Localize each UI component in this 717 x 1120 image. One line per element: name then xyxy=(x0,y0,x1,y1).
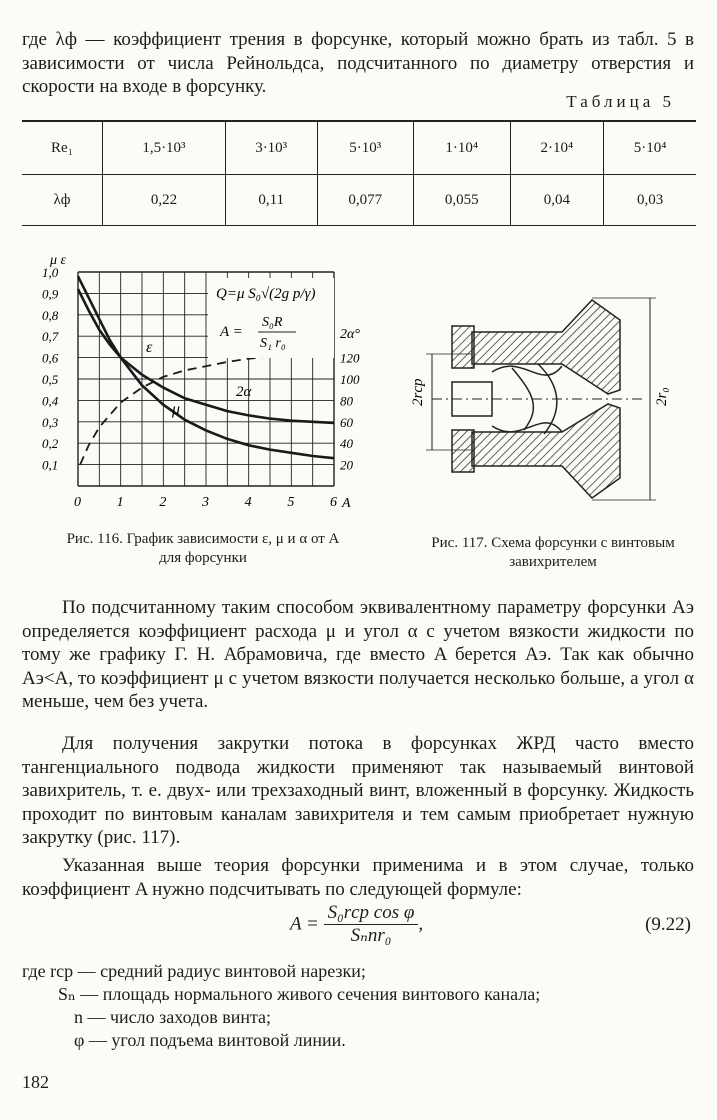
table-cell: 0,055 xyxy=(414,175,511,226)
y-tick-label-right: 60 xyxy=(340,414,353,430)
x-tick-label: 0 xyxy=(74,495,81,510)
y-tick-label-right: 100 xyxy=(340,372,360,387)
x-axis-label: A xyxy=(342,496,351,511)
table-cell: 5·10⁴ xyxy=(604,121,696,175)
table-cell: 0,22 xyxy=(103,175,226,226)
table-cell: 5·10³ xyxy=(317,121,414,175)
x-tick-label: 3 xyxy=(202,495,209,510)
legend-line: n — число заходов винта; xyxy=(74,1007,272,1027)
y-tick-label-left: 0,1 xyxy=(42,457,59,473)
formula-fraction xyxy=(324,902,419,947)
label-rcp: 2rср xyxy=(410,378,426,406)
table-row-lambda xyxy=(22,175,696,226)
injector-schematic xyxy=(412,282,692,512)
y-tick-label-left: 0,2 xyxy=(42,436,59,452)
formula-denominator: Sₙnr₀ xyxy=(350,925,392,946)
y-tick-label-left: 0,7 xyxy=(42,329,59,345)
legend-line: Sₙ — площадь нормального живого сечения винтового канала; xyxy=(58,984,541,1004)
y-axis-right-label: 2α° xyxy=(340,327,360,342)
paragraph-3: Указанная выше теория форсунки применима и в этом случае, только коэффициент A нужно подсчитывать по следующей формуле: xyxy=(22,855,694,900)
annotation-a-num: S₀R xyxy=(262,315,283,330)
x-tick-label: 6 xyxy=(330,495,337,510)
curve-label-eps: ε xyxy=(146,339,153,356)
intro-paragraph: где λф — коэффициент трения в форсунке, который можно брать из табл. 5 в зависимости от числа Рейнольдса, подсчитанного по диаметру отверстия и скорости на входе в форсунку. xyxy=(22,29,694,97)
label-r0: 2r₀ xyxy=(654,387,670,406)
flange-top xyxy=(452,326,474,368)
formula-numerator: S₀rср cos φ xyxy=(324,902,419,925)
table-cell: 1·10⁴ xyxy=(414,121,511,175)
housing-top xyxy=(472,300,620,394)
table-cell: 3·10³ xyxy=(225,121,317,175)
table-cell: 1,5·10³ xyxy=(103,121,226,175)
table-caption: Таблица 5 xyxy=(566,92,675,111)
table-row-re xyxy=(22,121,696,175)
y-tick-label-right: 20 xyxy=(340,457,353,473)
y-tick-label-right: 40 xyxy=(340,436,353,452)
y-tick-label-left: 1,0 xyxy=(42,265,59,280)
table-cell-re-label: Re₁ xyxy=(22,121,103,175)
table-cell: 0,03 xyxy=(604,175,696,226)
flange-bottom xyxy=(452,430,474,472)
table-cell: 0,11 xyxy=(225,175,317,226)
paragraph-1: По подсчитанному таким способом эквивалентному параметру форсунки Aэ определяется коэффициент расхода μ и угол α с учетом вязкости жидкости по тому же графику Г. Н. Абрамовича, где вместо A берется Aэ. Так как обычно Aэ<A, то коэффициент μ с учетом вязкости получается несколько больше, а угол α меньше, чем без учета. xyxy=(22,597,694,712)
fig116-caption: Рис. 116. График зависимости ε, μ и α от A для форсунки xyxy=(66,531,340,566)
x-tick-label: 2 xyxy=(159,495,167,510)
page-number: 182 xyxy=(22,1072,49,1092)
curve-label-2alpha: 2α xyxy=(236,384,252,400)
y-tick-label-left: 0,6 xyxy=(42,350,59,366)
table-cell: 2·10⁴ xyxy=(510,121,604,175)
fig117-caption: Рис. 117. Схема форсунки с винтовым завихрителем xyxy=(431,535,675,570)
chart-mu-eps-alpha xyxy=(40,250,370,515)
y-tick-label-left: 0,5 xyxy=(42,372,59,387)
legend-line: где rср — средний радиус винтовой нарезки; xyxy=(22,961,366,981)
table-5 xyxy=(22,120,696,226)
legend-line: φ — угол подъема винтовой линии. xyxy=(74,1030,346,1050)
y-tick-label-left: 0,4 xyxy=(42,393,59,409)
annotation-a-lhs: A = xyxy=(220,324,243,340)
formula-tail: , xyxy=(418,913,424,935)
y-tick-label-right: 120 xyxy=(340,350,360,366)
x-tick-label: 1 xyxy=(116,495,124,510)
formula-lhs: A = xyxy=(290,913,319,935)
formula-9-22 xyxy=(290,902,423,947)
y-tick-label-left: 0,9 xyxy=(42,286,59,302)
y-axis-left-label: μ ε xyxy=(50,253,67,268)
housing-bottom xyxy=(472,404,620,498)
table-cell: 0,077 xyxy=(317,175,414,226)
annotation-q: Q=μ S₀√(2g p/γ) xyxy=(216,286,316,302)
paragraph-2: Для получения закрутки потока в форсунках ЖРД часто вместо тангенциального подвода жидкости применяют так называемый винтовой завихритель, т. е. двух- или трехзаходный винт, вложенный в форсунку. Жидкость проходит по винтовым каналам завихрителя и тем самым приобретает нужную закрутку (рис. 117). xyxy=(22,733,694,848)
series-line-2α xyxy=(80,350,334,465)
swirler-vane-1 xyxy=(492,366,562,375)
y-tick-label-left: 0,3 xyxy=(42,414,59,430)
annotation-a-den: S₁ r₀ xyxy=(260,336,286,351)
x-tick-label: 5 xyxy=(287,495,295,510)
x-tick-label: 4 xyxy=(244,495,252,510)
y-tick-label-right: 80 xyxy=(340,393,353,409)
table-cell: 0,04 xyxy=(510,175,604,226)
table-cell-lambda-label: λф xyxy=(53,191,71,208)
curve-label-mu: μ xyxy=(172,401,181,418)
y-tick-label-left: 0,8 xyxy=(42,307,59,323)
formula-number: (9.22) xyxy=(645,914,691,935)
